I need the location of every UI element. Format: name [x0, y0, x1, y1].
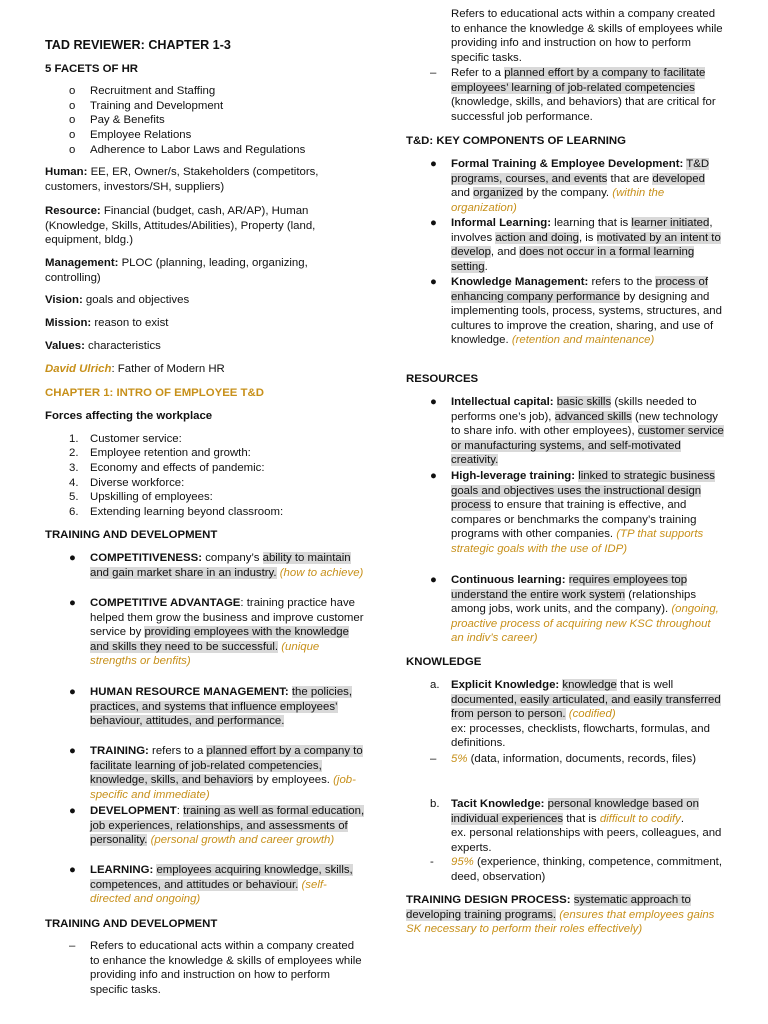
list-item: 2. Employee retention and growth:	[69, 447, 251, 459]
bullet-icon: ●	[69, 805, 76, 817]
dash-bullet-icon: –	[69, 940, 76, 952]
list-item: o Adherence to Labor Laws and Regulations	[69, 144, 306, 156]
list-item: ● Informal Learning: learning that is learner initiated, involves action and doing, is motivated by an intent to develop, and does not occur in a formal learning setting.	[430, 217, 721, 273]
list-item: - 95% (experience, thinking, competence, commitment, deed, observation)	[430, 856, 722, 883]
bullet-icon: ●	[430, 158, 437, 170]
circle-bullet-icon: o	[69, 114, 76, 126]
list-item: o Recruitment and Staffing	[69, 85, 216, 97]
definition-resource: Resource: Financial (budget, cash, AR/AP), Human (Knowledge, Skills, Attitudes/Abilities), Property (land, equipment, bldg.)	[45, 205, 316, 247]
list-item: – 5% (data, information, documents, records, files)	[430, 753, 697, 765]
resources-heading: RESOURCES	[406, 373, 479, 385]
list-item: – Refer to a planned effort by a company to facilitate employees’ learning of job-related competencies (knowledge, skills, and behaviors) that are critical for successful job performance.	[430, 67, 716, 123]
list-item: ● TRAINING: refers to a planned effort by a company to facilitate learning of job-related competencies, knowledge, skills, and behaviors by employees. (job-specific and immediate)	[69, 745, 363, 801]
list-item: ● LEARNING: employees acquiring knowledge, skills, competences, and attitudes or behaviour. (self-directed and ongoing)	[69, 864, 353, 906]
ulrich-line: David Ulrich: Father of Modern HR	[45, 363, 225, 375]
bullet-icon: ●	[69, 745, 76, 757]
training-design-process: TRAINING DESIGN PROCESS: systematic approach to developing training programs. (ensures that employees gains SK necessary to perform their roles effectively)	[406, 894, 715, 936]
list-item: 3. Economy and effects of pandemic:	[69, 462, 265, 474]
list-item: 5. Upskilling of employees:	[69, 491, 213, 503]
page-title: TAD REVIEWER: CHAPTER 1-3	[45, 38, 231, 52]
five-facets-heading: 5 FACETS OF HR	[45, 63, 139, 75]
definition-human: Human: EE, ER, Owner/s, Stakeholders (competitors, customers, investors/SH, suppliers)	[45, 166, 319, 193]
bullet-icon: ●	[69, 552, 76, 564]
key-components-heading: T&D: KEY COMPONENTS OF LEARNING	[406, 135, 627, 147]
list-item: ● DEVELOPMENT: training as well as formal education, job experiences, relationships, and assessments of personality. (personal growth and career growth)	[69, 805, 365, 847]
bullet-icon: ●	[430, 276, 437, 288]
list-item: b. Tacit Knowledge: personal knowledge based on individual experiences that is difficult to codify. ex. personal relationships with peers, colleagues, and experts.	[430, 798, 722, 854]
list-item: o Employee Relations	[69, 129, 192, 141]
list-item: 4. Diverse workforce:	[69, 477, 185, 489]
bullet-icon: ●	[430, 574, 437, 586]
list-item: ● Knowledge Management: refers to the process of enhancing company performance by designing and implementing tools, process, systems, structures, and cultures to improve the creation, sharing, and use of knowledge. (retention and maintenance)	[430, 276, 722, 347]
knowledge-heading: KNOWLEDGE	[406, 656, 482, 668]
list-item: a. Explicit Knowledge: knowledge that is well documented, easily articulated, and easily transferred from person to person. (codified) ex: processes, checklists, flowcharts, formulas, and definitions.	[430, 679, 721, 750]
list-item: ● Formal Training & Employee Development: T&D programs, courses, and events that are developed and organized by the company. (within the organization)	[430, 158, 710, 214]
continuation-text: Refers to educational acts within a company created to enhance the knowledge & skills of employees while providing info and instruction on how to perform specific tasks.	[451, 8, 723, 64]
list-item: ● Intellectual capital: basic skills (skills needed to performs one’s job), advanced skills (new technology to share info. with other employees), customer service or manufacturing systems, and self-motivated creativity.	[430, 396, 724, 467]
list-item: o Training and Development	[69, 100, 224, 112]
dash-bullet-icon: –	[430, 67, 437, 79]
bullet-icon: ●	[430, 217, 437, 229]
circle-bullet-icon: o	[69, 100, 76, 112]
list-item: ● High-leverage training: linked to strategic business goals and objectives uses the instructional design process to ensure that training is effective, and compares or benchmarks the company’s training programs with other companies. (TP that supports strategic goals with the use of IDP)	[430, 470, 715, 555]
circle-bullet-icon: o	[69, 144, 76, 156]
bullet-icon: ●	[69, 686, 76, 698]
section-heading-td: TRAINING AND DEVELOPMENT	[45, 529, 218, 541]
bullet-icon: ●	[430, 470, 437, 482]
definition-mission: Mission: reason to exist	[45, 317, 169, 329]
list-item: – Refers to educational acts within a company created to enhance the knowledge & skills of employees while providing info and instruction on how to perform specific tasks.	[69, 940, 362, 996]
bullet-icon: ●	[69, 864, 76, 876]
definition-management: Management: PLOC (planning, leading, organizing, controlling)	[45, 257, 308, 284]
list-item: 1. Customer service:	[69, 433, 182, 445]
list-item: o Pay & Benefits	[69, 114, 165, 126]
bullet-icon: ●	[430, 396, 437, 408]
circle-bullet-icon: o	[69, 129, 76, 141]
list-item: 6. Extending learning beyond classroom:	[69, 506, 284, 518]
list-item: ● HUMAN RESOURCE MANAGEMENT: the policies, practices, and systems that influence employees’ behaviour, attitudes, and performance.	[69, 686, 353, 728]
list-item: ● Continuous learning: requires employees top understand the entire work system (relationships among jobs, work units, and the company). (ongoing, proactive process of acquiring new KSC throughout an indiv’s career)	[430, 574, 719, 645]
definition-vision: Vision: goals and objectives	[45, 294, 190, 306]
circle-bullet-icon: o	[69, 85, 76, 97]
forces-heading: Forces affecting the workplace	[45, 410, 213, 422]
chapter-heading: CHAPTER 1: INTRO OF EMPLOYEE T&D	[45, 387, 264, 399]
bullet-icon: ●	[69, 597, 76, 609]
list-item: ● COMPETITIVE ADVANTAGE: training practice have helped them grow the business and improve customer service by providing employees with the knowledge and skills they need to be successful. (unique strengths or benfits)	[69, 597, 364, 668]
definition-values: Values: characteristics	[45, 340, 161, 352]
section-heading-td-2: TRAINING AND DEVELOPMENT	[45, 918, 218, 930]
list-item: ● COMPETITIVENESS: company’s ability to maintain and gain market share in an industry. (how to achieve)	[69, 552, 364, 579]
